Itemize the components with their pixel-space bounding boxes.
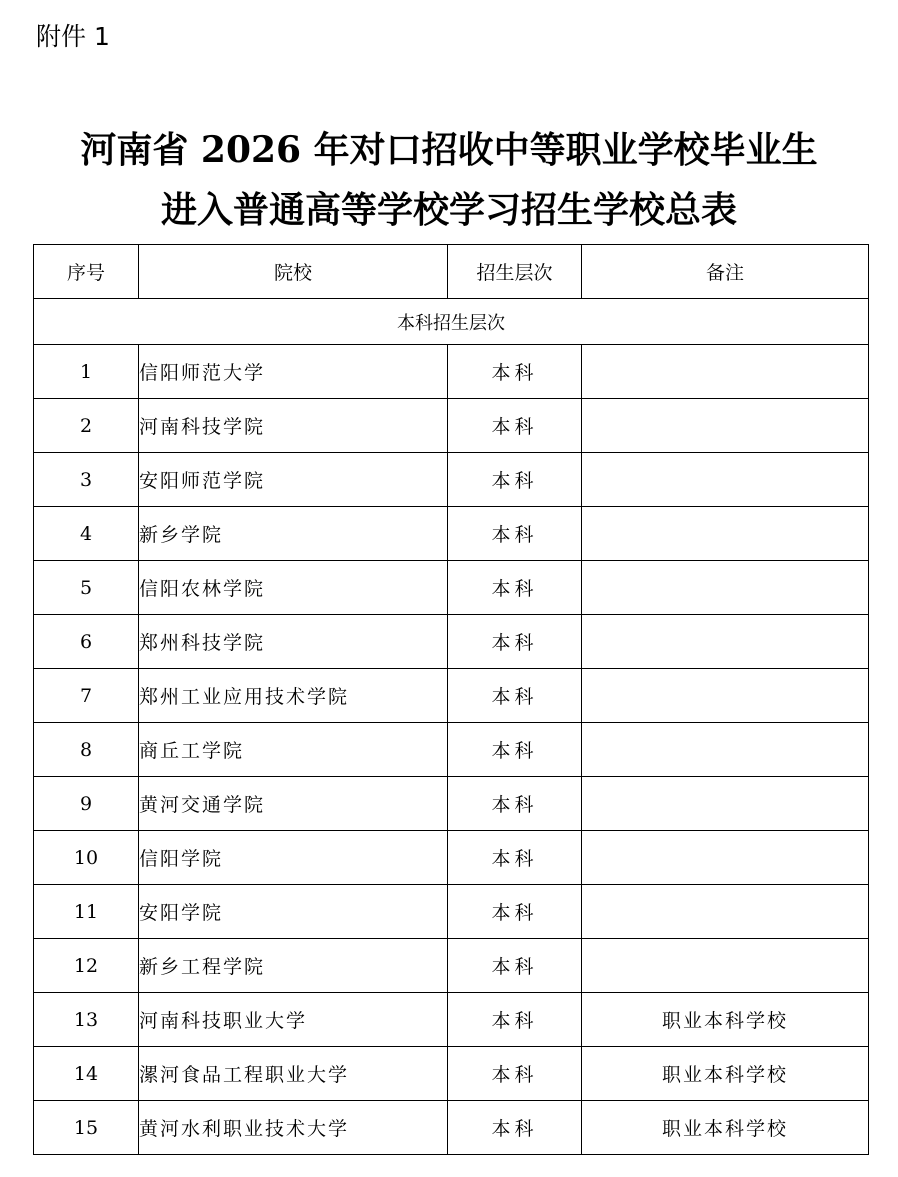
row-serial-number: 11 <box>34 885 139 939</box>
row-institution-name: 郑州科技学院 <box>139 615 448 669</box>
row-remark: 职业本科学校 <box>582 993 869 1047</box>
row-enrollment-level: 本科 <box>448 399 582 453</box>
row-remark <box>582 831 869 885</box>
row-enrollment-level: 本科 <box>448 723 582 777</box>
row-remark <box>582 723 869 777</box>
row-remark <box>582 939 869 993</box>
row-remark <box>582 777 869 831</box>
row-institution-name: 信阳师范大学 <box>139 345 448 399</box>
header-institution: 院校 <box>139 245 448 299</box>
row-institution-name: 商丘工学院 <box>139 723 448 777</box>
row-remark <box>582 561 869 615</box>
row-institution-name: 信阳学院 <box>139 831 448 885</box>
table-header-row <box>34 245 869 299</box>
row-enrollment-level: 本科 <box>448 777 582 831</box>
row-institution-name: 漯河食品工程职业大学 <box>139 1047 448 1101</box>
row-serial-number: 5 <box>34 561 139 615</box>
row-serial-number: 4 <box>34 507 139 561</box>
row-enrollment-level: 本科 <box>448 669 582 723</box>
row-enrollment-level: 本科 <box>448 831 582 885</box>
table-row <box>34 453 869 507</box>
row-enrollment-level: 本科 <box>448 993 582 1047</box>
row-institution-name: 安阳师范学院 <box>139 453 448 507</box>
row-remark <box>582 399 869 453</box>
row-remark: 职业本科学校 <box>582 1047 869 1101</box>
row-institution-name: 安阳学院 <box>139 885 448 939</box>
row-serial-number: 3 <box>34 453 139 507</box>
table-row <box>34 1101 869 1155</box>
row-enrollment-level: 本科 <box>448 1047 582 1101</box>
row-enrollment-level: 本科 <box>448 615 582 669</box>
header-serial-number: 序号 <box>34 245 139 299</box>
table-row <box>34 399 869 453</box>
table-row <box>34 777 869 831</box>
attachment-label: 附件 1 <box>36 22 110 51</box>
school-table <box>33 244 869 1155</box>
table-row <box>34 507 869 561</box>
row-institution-name: 黄河交通学院 <box>139 777 448 831</box>
row-institution-name: 郑州工业应用技术学院 <box>139 669 448 723</box>
row-remark <box>582 345 869 399</box>
table-row <box>34 723 869 777</box>
row-remark <box>582 507 869 561</box>
row-enrollment-level: 本科 <box>448 345 582 399</box>
row-institution-name: 河南科技职业大学 <box>139 993 448 1047</box>
row-remark: 职业本科学校 <box>582 1101 869 1155</box>
row-serial-number: 10 <box>34 831 139 885</box>
table-row <box>34 831 869 885</box>
row-serial-number: 9 <box>34 777 139 831</box>
row-institution-name: 新乡学院 <box>139 507 448 561</box>
section-label: 本科招生层次 <box>34 299 869 345</box>
table-row <box>34 615 869 669</box>
row-serial-number: 15 <box>34 1101 139 1155</box>
table-row <box>34 1047 869 1101</box>
row-serial-number: 7 <box>34 669 139 723</box>
row-remark <box>582 453 869 507</box>
document-title-line-2: 进入普通高等学校学习招生学校总表 <box>160 189 737 231</box>
document-title-line-1: 河南省 2026 年对口招收中等职业学校毕业生 <box>80 129 818 171</box>
row-serial-number: 6 <box>34 615 139 669</box>
row-serial-number: 2 <box>34 399 139 453</box>
row-enrollment-level: 本科 <box>448 939 582 993</box>
header-remarks: 备注 <box>582 245 869 299</box>
row-institution-name: 信阳农林学院 <box>139 561 448 615</box>
section-row <box>34 299 869 345</box>
row-serial-number: 8 <box>34 723 139 777</box>
table-row <box>34 885 869 939</box>
table-row <box>34 993 869 1047</box>
row-institution-name: 黄河水利职业技术大学 <box>139 1101 448 1155</box>
row-serial-number: 14 <box>34 1047 139 1101</box>
row-remark <box>582 615 869 669</box>
row-enrollment-level: 本科 <box>448 507 582 561</box>
row-enrollment-level: 本科 <box>448 561 582 615</box>
row-enrollment-level: 本科 <box>448 453 582 507</box>
row-remark <box>582 885 869 939</box>
header-enrollment-level: 招生层次 <box>448 245 582 299</box>
row-serial-number: 12 <box>34 939 139 993</box>
row-remark <box>582 669 869 723</box>
row-serial-number: 1 <box>34 345 139 399</box>
table-row <box>34 561 869 615</box>
row-institution-name: 新乡工程学院 <box>139 939 448 993</box>
table-body <box>34 299 869 1155</box>
row-enrollment-level: 本科 <box>448 885 582 939</box>
row-institution-name: 河南科技学院 <box>139 399 448 453</box>
table-row <box>34 345 869 399</box>
row-serial-number: 13 <box>34 993 139 1047</box>
row-enrollment-level: 本科 <box>448 1101 582 1155</box>
table-row <box>34 669 869 723</box>
table-row <box>34 939 869 993</box>
